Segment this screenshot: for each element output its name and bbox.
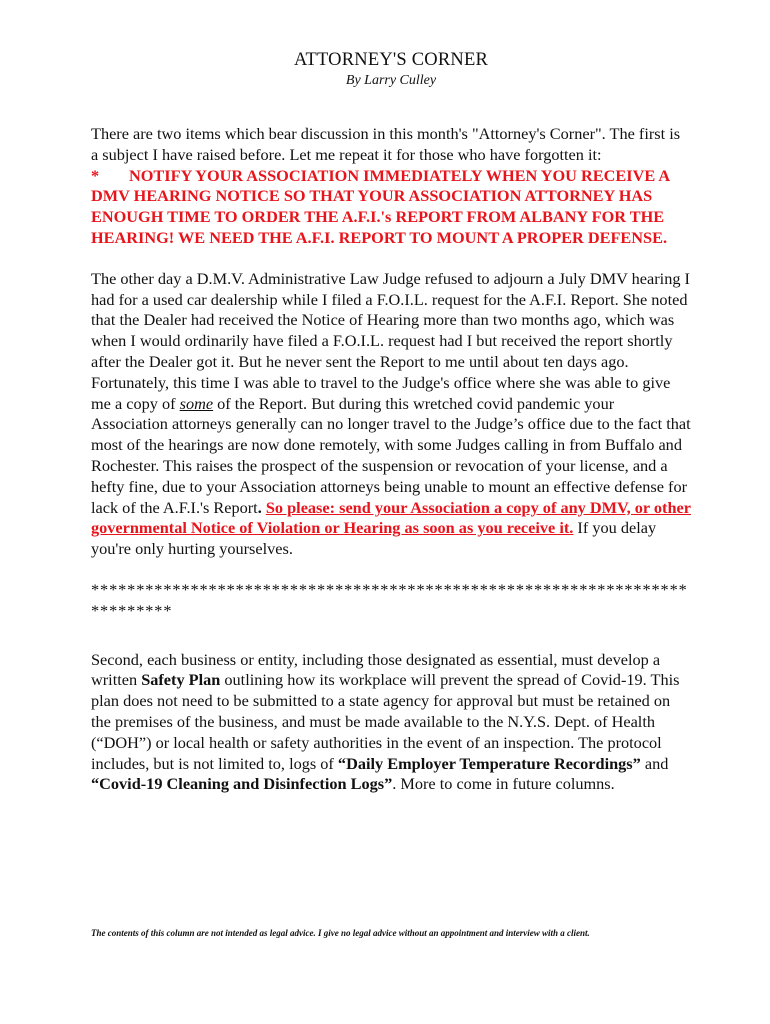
second-paragraph (91, 650, 691, 796)
intro-paragraph: There are two items which bear discussion in this month's "Attorney's Corner". The first is a subject I have raised before. Let me repeat it for those who have forgotten it: (91, 124, 681, 164)
story-text-2: of the Report. But during this wretched covid pandemic your Association attorneys generally can no longer travel to the Judge’s office due to the fact that most of the hearings are now done remotely, with some Judges calling in from Buffalo and Rochester. This raises the prospect of the suspension or revocation of your license, and a hefty fine, due to your Association attorneys being unable to mount an effective defense for lack of the A.F.I.'s Report (91, 393, 691, 517)
alert-bullet: * (91, 165, 100, 185)
story-emphasis: some (179, 393, 214, 413)
cleaning-log-term: “Covid-19 Cleaning and Disinfection Logs” (91, 774, 393, 794)
story-text-1: The other day a D.M.V. Administrative Law Judge refused to adjourn a July DMV hearing I had for a used car dealership while I filed a F.O.I.L. request for the A.F.I. Report. She noted that the Dealer had received the Notice of Hearing more than two months ago, which was when I would ordinarily have filed a F.O.I.L. request had I but received the report shortly after the Dealer got it. But he never sent the Report to me until about ten days ago. Fortunately, this time I was able to travel to the Judge's office where she was able to give me a copy of (91, 268, 690, 413)
story-paragraph (91, 269, 691, 560)
page-title: ATTORNEY'S CORNER (294, 50, 488, 70)
second-text-2: outlining how its workplace will prevent the spread of Covid-19. This plan does not need to be submitted to a state agency for approval but must be retained on the premises of the business, and must be made available to the N.Y.S. Dept. of Health (“DOH”) or local health or safety authorities in the event of an inspection. The protocol includes, but is not limited to, logs of (91, 670, 680, 773)
byline: By Larry Culley (345, 73, 437, 88)
second-text-1: Second, each business or entity, including those designated as essential, must develop a written (91, 649, 661, 690)
story-request: So please: send your Association a copy of any DMV, or other governmental Notice of Violation or Hearing as soon as you receive it. (91, 497, 691, 538)
temperature-log-term: “Daily Employer Temperature Recordings” (337, 753, 641, 773)
story-closing: If you delay you're only hurting yourselves. (91, 518, 657, 559)
second-text-4: . More to come in future columns. (392, 774, 615, 794)
footer-disclaimer: The contents of this column are not intended as legal advice. I give no legal advice without an appointment and interview with a client. (91, 928, 590, 938)
second-text-3: and (640, 753, 669, 773)
section-separator: *************************************************************************** (91, 579, 688, 620)
alert-text: NOTIFY YOUR ASSOCIATION IMMEDIATELY WHEN YOU RECEIVE A DMV HEARING NOTICE SO THAT YOUR ASSOCIATION ATTORNEY HAS ENOUGH TIME TO ORDER THE A.F.I.'s REPORT FROM ALBANY FOR THE HEARING! WE NEED THE A.F.I. REPORT TO MOUNT A PROPER DEFENSE. (91, 165, 670, 247)
document-page (91, 48, 691, 795)
story-period: . (257, 497, 262, 517)
safety-plan-term: Safety Plan (141, 670, 221, 690)
alert-notice (91, 166, 691, 249)
